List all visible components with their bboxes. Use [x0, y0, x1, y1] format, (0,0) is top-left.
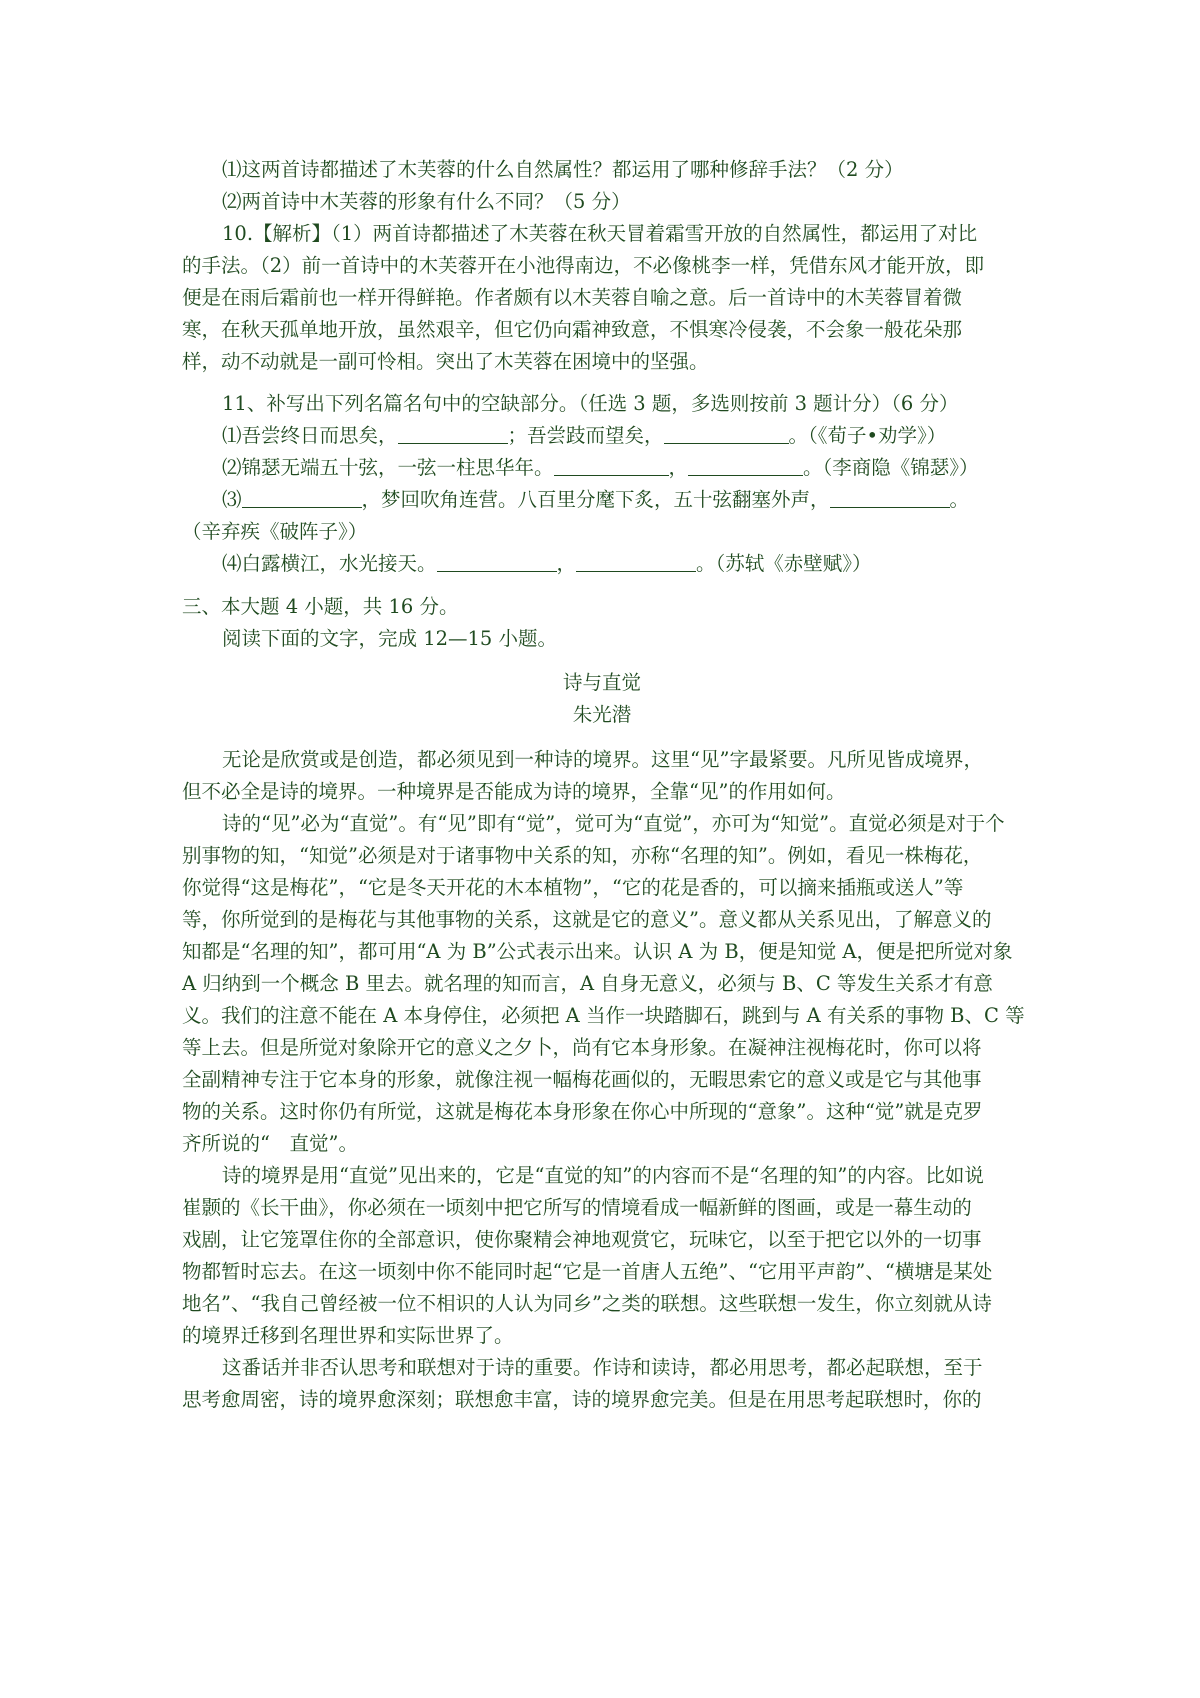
article-line: 的境界迁移到名理世界和实际世界了。	[182, 1324, 514, 1347]
question-11-item-2	[222, 453, 1022, 483]
article-line: 戏剧，让它笼罩住你的全部意识，使你聚精会神地观赏它，玩味它，以至于把它以外的一切事	[182, 1228, 982, 1251]
item-text: 。（李商隐《锦瑟》）	[803, 456, 979, 479]
item-text: 。（苏轼《赤壁赋》）	[696, 552, 872, 575]
answer-10-line: 便是在雨后霜前也一样开得鲜艳。作者颇有以木芙蓉自喻之意。后一首诗中的木芙蓉冒着微	[182, 286, 963, 309]
article-line: 等上去。但是所觉对象除开它的意义之夕卜，尚有它本身形象。在凝神注视梅花时，你可以将	[182, 1036, 982, 1059]
answer-10-line: 的手法。（2）前一首诗中的木芙蓉开在小池得南边，不必像桃李一样，凭借东风才能开放，即	[182, 254, 985, 277]
article-line: A 归纳到一个概念 B 里去。就名理的知而言，A 自身无意义，必须与 B、C 等发生关系才有意	[182, 972, 993, 995]
blank-line	[242, 489, 362, 508]
question-11-item-3	[222, 485, 1022, 515]
item-text: ，	[556, 552, 577, 575]
item-text: ⑵锦瑟无端五十弦，一弦一柱思华年。	[222, 456, 554, 479]
article-line: 地名”、“我自己曾经被一位不相识的人认为同乡”之类的联想。这些联想一发生，你立刻就从诗	[182, 1292, 992, 1315]
answer-10-line: 寒，在秋天孤单地开放，虽然艰辛，但它仍向霜神致意，不惧寒冷侵袭，不会象一般花朵那	[182, 318, 963, 341]
article-line: 知都是“名理的知”，都可用“A 为 B”公式表示出来。认识 A 为 B，便是知觉 A，便是把所觉对象	[182, 940, 1013, 963]
blank-line	[398, 425, 508, 444]
question-11-item-4	[222, 549, 1022, 579]
article-line: 诗的“见”必为“直觉”。有“见”即有“觉”，觉可为“直觉”，亦可为“知觉”。直觉必须是对于个	[222, 812, 1005, 835]
blank-line	[554, 457, 669, 476]
article-line: 这番话并非否认思考和联想对于诗的重要。作诗和读诗，都必用思考，都必起联想，至于	[222, 1356, 983, 1379]
item-text: ⑴吾尝终日而思矣，	[222, 424, 398, 447]
question-11-item-3-source: （辛弃疾《破阵子》）	[182, 520, 368, 543]
article-line: 思考愈周密，诗的境界愈深刻；联想愈丰富，诗的境界愈完美。但是在用思考起联想时，你的	[182, 1388, 982, 1411]
article-line: 物都暂时忘去。在这一顷刻中你不能同时起“它是一首唐人五绝”、“它用平声韵”、“横塘是某处	[182, 1260, 993, 1283]
article-line: 诗的境界是用“直觉”见出来的，它是“直觉的知”的内容而不是“名理的知”的内容。比如说	[222, 1164, 984, 1187]
item-text: ⑶	[222, 488, 242, 511]
answer-10-line: 样，动不动就是一副可怜相。突出了木芙蓉在困境中的坚强。	[182, 350, 709, 373]
blank-line	[576, 553, 696, 572]
blank-line	[688, 457, 803, 476]
question-10-part-1: ⑴这两首诗都描述了木芙蓉的什么自然属性？都运用了哪种修辞手法？（2 分）	[222, 158, 904, 181]
item-text: ，	[668, 456, 689, 479]
answer-10-line: 10.【解析】（1）两首诗都描述了木芙蓉在秋天冒着霜雪开放的自然属性，都运用了对比	[222, 222, 978, 245]
blank-line	[437, 553, 557, 572]
question-11-title: 11、补写出下列名篇名句中的空缺部分。（任选 3 题，多选则按前 3 题计分）（6 分）	[222, 392, 959, 415]
article-line: 无论是欣赏或是创造，都必须见到一种诗的境界。这里“见”字最紧要。凡所见皆成境界，	[222, 748, 983, 771]
article-line: 义。我们的注意不能在 A 本身停住，必须把 A 当作一块踏脚石，跳到与 A 有关系的事物 B、C 等	[182, 1004, 1025, 1027]
item-text: ，梦回吹角连营。八百里分麾下炙，五十弦翻塞外声，	[361, 488, 830, 511]
section-3-heading: 三、本大题 4 小题，共 16 分。	[182, 595, 459, 618]
item-text: 。	[949, 488, 970, 511]
article-line: 别事物的知，“知觉”必须是对于诸事物中关系的知，亦称“名理的知”。例如，看见一株梅花，	[182, 844, 983, 867]
article-line: 齐所说的“ 直觉”。	[182, 1132, 358, 1155]
item-text: ；吾尝跂而望矣，	[507, 424, 664, 447]
reading-instruction: 阅读下面的文字，完成 12—15 小题。	[222, 627, 558, 650]
article-line: 全副精神专注于它本身的形象，就像注视一幅梅花画似的，无暇思索它的意义或是它与其他事	[182, 1068, 982, 1091]
question-10-part-2: ⑵两首诗中木芙蓉的形象有什么不同？（5 分）	[222, 190, 631, 213]
article-author: 朱光潜	[572, 703, 632, 726]
article-line: 但不必全是诗的境界。一种境界是否能成为诗的境界，全靠“见”的作用如何。	[182, 780, 846, 803]
blank-line	[664, 425, 789, 444]
blank-line	[830, 489, 950, 508]
item-text: ⑷白露横江，水光接天。	[222, 552, 437, 575]
article-line: 你觉得“这是梅花”，“它是冬天开花的木本植物”，“它的花是香的，可以摘来插瓶或送人”等	[182, 876, 964, 899]
article-line: 物的关系。这时你仍有所觉，这就是梅花本身形象在你心中所现的“意象”。这种“觉”就是克罗	[182, 1100, 983, 1123]
article-line: 等，你所觉到的是梅花与其他事物的关系，这就是它的意义”。意义都从关系见出，了解意义的	[182, 908, 992, 931]
article-line: 崔颢的《长干曲》，你必须在一顷刻中把它所写的情境看成一幅新鲜的图画，或是一幕生动的	[182, 1196, 972, 1219]
article-title: 诗与直觉	[562, 671, 641, 694]
question-11-item-1	[222, 421, 1022, 451]
item-text: 。（《荀子•劝学》）	[788, 424, 947, 447]
